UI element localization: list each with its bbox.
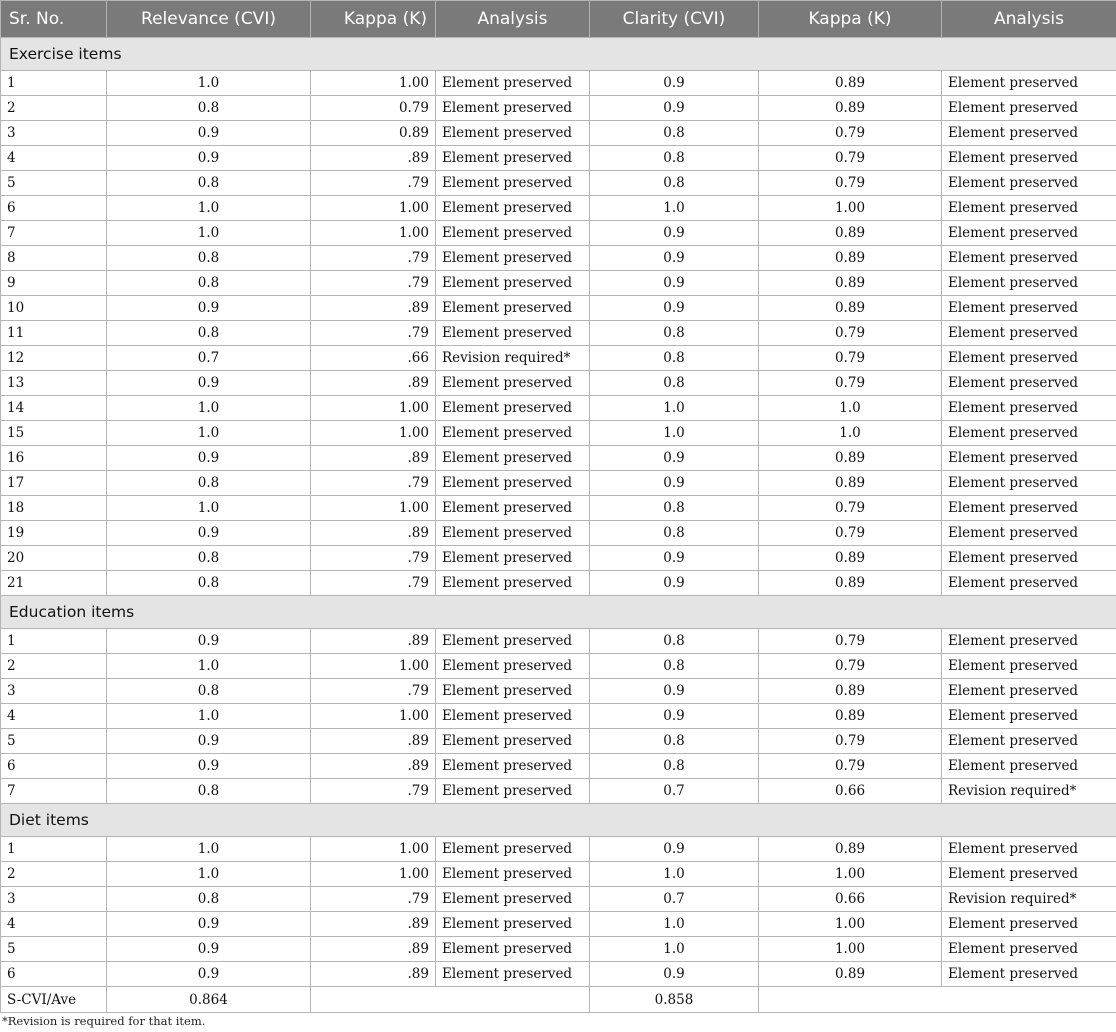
cell-kappa-relevance: .89: [311, 754, 436, 779]
table-row: [1, 837, 1116, 862]
cell-clarity-cvi: 0.8: [590, 654, 759, 679]
cell-kappa-clarity: 0.79: [759, 629, 942, 654]
table-row: [1, 246, 1116, 271]
cell-analysis-clarity: Element preserved: [942, 679, 1116, 704]
cell-clarity-cvi: 0.8: [590, 321, 759, 346]
cell-sr-no: 7: [1, 221, 107, 246]
cell-sr-no: 10: [1, 296, 107, 321]
cell-relevance-cvi: 1.0: [107, 421, 311, 446]
cell-kappa-relevance: .89: [311, 962, 436, 987]
cell-kappa-clarity: 0.89: [759, 679, 942, 704]
table-row: [1, 704, 1116, 729]
cell-analysis-relevance: Element preserved: [436, 296, 590, 321]
cell-analysis-clarity: Revision required*: [942, 887, 1116, 912]
cell-analysis-clarity: Element preserved: [942, 246, 1116, 271]
table-row: [1, 571, 1116, 596]
cell-sr-no: 2: [1, 654, 107, 679]
cell-kappa-relevance: 1.00: [311, 862, 436, 887]
cell-kappa-relevance: 1.00: [311, 837, 436, 862]
table-row: [1, 912, 1116, 937]
table-row: [1, 754, 1116, 779]
table-row: [1, 221, 1116, 246]
cell-analysis-relevance: Element preserved: [436, 96, 590, 121]
cell-analysis-relevance: Element preserved: [436, 71, 590, 96]
cell-relevance-cvi: 0.8: [107, 321, 311, 346]
section-title: Exercise items: [1, 38, 1116, 71]
cell-sr-no: 5: [1, 729, 107, 754]
cell-sr-no: 17: [1, 471, 107, 496]
cell-analysis-relevance: Element preserved: [436, 837, 590, 862]
cell-analysis-relevance: Element preserved: [436, 421, 590, 446]
cell-sr-no: 20: [1, 546, 107, 571]
cell-kappa-clarity: 0.89: [759, 446, 942, 471]
cell-relevance-cvi: 1.0: [107, 396, 311, 421]
cell-analysis-clarity: Element preserved: [942, 704, 1116, 729]
cell-sr-no: 21: [1, 571, 107, 596]
cell-analysis-relevance: Element preserved: [436, 496, 590, 521]
cell-kappa-clarity: 1.00: [759, 937, 942, 962]
cell-sr-no: 15: [1, 421, 107, 446]
cell-kappa-clarity: 0.79: [759, 321, 942, 346]
summary-relevance-value: 0.864: [107, 987, 311, 1013]
cell-clarity-cvi: 0.9: [590, 246, 759, 271]
cell-analysis-relevance: Element preserved: [436, 521, 590, 546]
cell-analysis-clarity: Element preserved: [942, 446, 1116, 471]
cell-clarity-cvi: 0.9: [590, 296, 759, 321]
cell-relevance-cvi: 1.0: [107, 862, 311, 887]
table-row: [1, 346, 1116, 371]
cell-kappa-relevance: .89: [311, 912, 436, 937]
cell-analysis-relevance: Element preserved: [436, 729, 590, 754]
cell-kappa-clarity: 0.89: [759, 296, 942, 321]
cell-kappa-relevance: .89: [311, 371, 436, 396]
table-row: [1, 96, 1116, 121]
cell-analysis-clarity: Element preserved: [942, 196, 1116, 221]
cell-analysis-clarity: Element preserved: [942, 71, 1116, 96]
cell-relevance-cvi: 1.0: [107, 496, 311, 521]
cell-kappa-clarity: 0.79: [759, 654, 942, 679]
cell-relevance-cvi: 1.0: [107, 221, 311, 246]
cell-analysis-relevance: Element preserved: [436, 146, 590, 171]
section-title: Education items: [1, 596, 1116, 629]
cell-analysis-clarity: Element preserved: [942, 171, 1116, 196]
header-analysis-clarity: Analysis: [942, 1, 1116, 38]
cell-clarity-cvi: 0.8: [590, 496, 759, 521]
cell-analysis-relevance: Element preserved: [436, 779, 590, 804]
cell-kappa-relevance: .89: [311, 729, 436, 754]
table-row: [1, 496, 1116, 521]
table-row: [1, 446, 1116, 471]
summary-clarity-value: 0.858: [590, 987, 759, 1013]
summary-label: S-CVI/Ave: [1, 987, 107, 1013]
cell-analysis-clarity: Element preserved: [942, 146, 1116, 171]
cell-kappa-clarity: 0.79: [759, 754, 942, 779]
cell-clarity-cvi: 0.9: [590, 837, 759, 862]
cell-relevance-cvi: 0.8: [107, 96, 311, 121]
header-relevance-cvi: Relevance (CVI): [107, 1, 311, 38]
cell-clarity-cvi: 0.9: [590, 962, 759, 987]
cell-sr-no: 8: [1, 246, 107, 271]
table-header: [1, 1, 1116, 38]
cell-kappa-clarity: 0.79: [759, 496, 942, 521]
cell-relevance-cvi: 0.9: [107, 962, 311, 987]
table-row: [1, 421, 1116, 446]
table-row: [1, 296, 1116, 321]
cell-relevance-cvi: 0.8: [107, 246, 311, 271]
cell-analysis-relevance: Element preserved: [436, 962, 590, 987]
cell-relevance-cvi: 0.8: [107, 546, 311, 571]
summary-blank-1: [311, 987, 590, 1013]
cell-clarity-cvi: 0.9: [590, 96, 759, 121]
cell-sr-no: 6: [1, 962, 107, 987]
cell-sr-no: 3: [1, 121, 107, 146]
cell-kappa-clarity: 1.00: [759, 196, 942, 221]
cell-relevance-cvi: 0.9: [107, 296, 311, 321]
header-row: [1, 1, 1116, 38]
cell-kappa-relevance: .66: [311, 346, 436, 371]
cell-clarity-cvi: 0.7: [590, 779, 759, 804]
table-row: [1, 962, 1116, 987]
cell-kappa-relevance: 0.79: [311, 96, 436, 121]
cell-analysis-clarity: Element preserved: [942, 346, 1116, 371]
cell-analysis-clarity: Element preserved: [942, 221, 1116, 246]
cell-kappa-clarity: 0.66: [759, 887, 942, 912]
cell-analysis-relevance: Element preserved: [436, 221, 590, 246]
section-header-row: [1, 804, 1116, 837]
summary-row: [1, 987, 1116, 1013]
cell-kappa-relevance: .89: [311, 146, 436, 171]
cell-analysis-relevance: Element preserved: [436, 271, 590, 296]
cell-relevance-cvi: 0.9: [107, 912, 311, 937]
table-row: [1, 271, 1116, 296]
cell-analysis-relevance: Element preserved: [436, 679, 590, 704]
table-row: [1, 779, 1116, 804]
cell-relevance-cvi: 0.9: [107, 937, 311, 962]
cell-kappa-clarity: 0.89: [759, 962, 942, 987]
cell-kappa-clarity: 0.89: [759, 546, 942, 571]
cell-sr-no: 4: [1, 704, 107, 729]
cell-relevance-cvi: 0.8: [107, 571, 311, 596]
cell-kappa-relevance: .79: [311, 887, 436, 912]
cell-analysis-relevance: Element preserved: [436, 654, 590, 679]
cell-sr-no: 5: [1, 937, 107, 962]
cell-kappa-relevance: .79: [311, 271, 436, 296]
cell-kappa-relevance: 1.00: [311, 654, 436, 679]
cell-analysis-relevance: Element preserved: [436, 912, 590, 937]
cell-relevance-cvi: 0.9: [107, 754, 311, 779]
cell-clarity-cvi: 0.9: [590, 446, 759, 471]
cell-relevance-cvi: 1.0: [107, 71, 311, 96]
cell-clarity-cvi: 0.8: [590, 521, 759, 546]
cell-analysis-relevance: Element preserved: [436, 704, 590, 729]
cell-kappa-relevance: 1.00: [311, 421, 436, 446]
cell-sr-no: 16: [1, 446, 107, 471]
cell-relevance-cvi: 0.9: [107, 629, 311, 654]
cell-clarity-cvi: 0.9: [590, 71, 759, 96]
cell-analysis-clarity: Element preserved: [942, 371, 1116, 396]
cell-relevance-cvi: 1.0: [107, 654, 311, 679]
cell-relevance-cvi: 0.8: [107, 171, 311, 196]
cell-kappa-relevance: .89: [311, 937, 436, 962]
cell-sr-no: 11: [1, 321, 107, 346]
cell-analysis-clarity: Element preserved: [942, 96, 1116, 121]
cell-kappa-relevance: .79: [311, 571, 436, 596]
cell-clarity-cvi: 1.0: [590, 862, 759, 887]
cell-analysis-relevance: Revision required*: [436, 346, 590, 371]
cell-kappa-clarity: 0.79: [759, 171, 942, 196]
table-row: [1, 729, 1116, 754]
cell-analysis-relevance: Element preserved: [436, 196, 590, 221]
cell-relevance-cvi: 0.9: [107, 371, 311, 396]
cell-sr-no: 6: [1, 754, 107, 779]
cell-sr-no: 1: [1, 71, 107, 96]
cell-analysis-clarity: Element preserved: [942, 629, 1116, 654]
cell-clarity-cvi: 0.9: [590, 679, 759, 704]
cell-analysis-relevance: Element preserved: [436, 396, 590, 421]
cell-analysis-clarity: Element preserved: [942, 496, 1116, 521]
cell-relevance-cvi: 1.0: [107, 196, 311, 221]
table-row: [1, 371, 1116, 396]
cell-analysis-clarity: Element preserved: [942, 654, 1116, 679]
cell-sr-no: 4: [1, 912, 107, 937]
cell-clarity-cvi: 0.8: [590, 146, 759, 171]
cell-analysis-clarity: Element preserved: [942, 962, 1116, 987]
cell-analysis-clarity: Element preserved: [942, 471, 1116, 496]
cell-analysis-relevance: Element preserved: [436, 471, 590, 496]
table-row: [1, 121, 1116, 146]
table-row: [1, 862, 1116, 887]
table-row: [1, 196, 1116, 221]
cell-analysis-clarity: Element preserved: [942, 912, 1116, 937]
cell-relevance-cvi: 0.9: [107, 121, 311, 146]
cell-analysis-clarity: Element preserved: [942, 121, 1116, 146]
table-row: [1, 679, 1116, 704]
cell-sr-no: 2: [1, 862, 107, 887]
cell-clarity-cvi: 0.8: [590, 346, 759, 371]
cell-sr-no: 1: [1, 837, 107, 862]
cell-relevance-cvi: 0.9: [107, 446, 311, 471]
table-row: [1, 937, 1116, 962]
table-row: [1, 521, 1116, 546]
cell-kappa-clarity: 0.79: [759, 146, 942, 171]
table-row: [1, 321, 1116, 346]
table-row: [1, 471, 1116, 496]
cell-analysis-relevance: Element preserved: [436, 171, 590, 196]
cell-relevance-cvi: 0.9: [107, 521, 311, 546]
table-row: [1, 887, 1116, 912]
cell-analysis-clarity: Element preserved: [942, 571, 1116, 596]
cell-relevance-cvi: 1.0: [107, 837, 311, 862]
cell-analysis-relevance: Element preserved: [436, 321, 590, 346]
cell-kappa-relevance: 0.89: [311, 121, 436, 146]
cell-clarity-cvi: 1.0: [590, 421, 759, 446]
cell-kappa-relevance: .79: [311, 246, 436, 271]
cell-analysis-clarity: Element preserved: [942, 937, 1116, 962]
cell-kappa-relevance: 1.00: [311, 221, 436, 246]
cell-analysis-relevance: Element preserved: [436, 546, 590, 571]
cell-kappa-clarity: 1.0: [759, 396, 942, 421]
cell-kappa-clarity: 0.89: [759, 571, 942, 596]
cell-analysis-relevance: Element preserved: [436, 629, 590, 654]
table-row: [1, 71, 1116, 96]
cell-sr-no: 13: [1, 371, 107, 396]
cell-analysis-clarity: Element preserved: [942, 396, 1116, 421]
cell-relevance-cvi: 0.8: [107, 271, 311, 296]
cell-sr-no: 7: [1, 779, 107, 804]
cell-kappa-clarity: 0.79: [759, 121, 942, 146]
cell-relevance-cvi: 0.7: [107, 346, 311, 371]
cell-kappa-clarity: 0.79: [759, 371, 942, 396]
cell-relevance-cvi: 0.8: [107, 679, 311, 704]
cell-sr-no: 4: [1, 146, 107, 171]
cell-analysis-clarity: Element preserved: [942, 521, 1116, 546]
cell-kappa-clarity: 0.89: [759, 221, 942, 246]
table-row: [1, 171, 1116, 196]
cell-relevance-cvi: 0.8: [107, 471, 311, 496]
cell-analysis-clarity: Element preserved: [942, 862, 1116, 887]
cell-kappa-relevance: .79: [311, 471, 436, 496]
cell-sr-no: 3: [1, 679, 107, 704]
cell-kappa-relevance: .79: [311, 546, 436, 571]
table-row: [1, 654, 1116, 679]
cell-kappa-relevance: 1.00: [311, 704, 436, 729]
cell-analysis-relevance: Element preserved: [436, 246, 590, 271]
cell-relevance-cvi: 1.0: [107, 704, 311, 729]
cell-kappa-clarity: 1.00: [759, 912, 942, 937]
header-sr-no: Sr. No.: [1, 1, 107, 38]
cell-kappa-clarity: 0.89: [759, 271, 942, 296]
cell-analysis-clarity: Element preserved: [942, 421, 1116, 446]
cell-clarity-cvi: 0.8: [590, 121, 759, 146]
cell-kappa-clarity: 0.66: [759, 779, 942, 804]
cell-sr-no: 1: [1, 629, 107, 654]
cell-kappa-relevance: .89: [311, 446, 436, 471]
cell-analysis-clarity: Element preserved: [942, 754, 1116, 779]
summary-blank-2: [759, 987, 1116, 1013]
cell-kappa-relevance: .79: [311, 171, 436, 196]
cell-clarity-cvi: 0.9: [590, 704, 759, 729]
cell-sr-no: 14: [1, 396, 107, 421]
cell-analysis-clarity: Revision required*: [942, 779, 1116, 804]
cell-relevance-cvi: 0.9: [107, 729, 311, 754]
cell-clarity-cvi: 1.0: [590, 196, 759, 221]
cell-relevance-cvi: 0.8: [107, 779, 311, 804]
table-body: [1, 38, 1116, 1013]
cell-kappa-relevance: .79: [311, 679, 436, 704]
cell-kappa-relevance: .89: [311, 521, 436, 546]
cell-kappa-relevance: .89: [311, 296, 436, 321]
cell-kappa-relevance: 1.00: [311, 196, 436, 221]
cell-analysis-relevance: Element preserved: [436, 121, 590, 146]
table-row: [1, 629, 1116, 654]
section-title: Diet items: [1, 804, 1116, 837]
cell-kappa-clarity: 0.79: [759, 729, 942, 754]
cell-analysis-relevance: Element preserved: [436, 937, 590, 962]
cell-sr-no: 5: [1, 171, 107, 196]
cell-kappa-relevance: 1.00: [311, 71, 436, 96]
cell-kappa-clarity: 0.79: [759, 346, 942, 371]
section-header-row: [1, 38, 1116, 71]
cell-kappa-clarity: 1.00: [759, 862, 942, 887]
cell-clarity-cvi: 0.8: [590, 729, 759, 754]
cell-relevance-cvi: 0.8: [107, 887, 311, 912]
table-row: [1, 396, 1116, 421]
cell-analysis-relevance: Element preserved: [436, 371, 590, 396]
cell-analysis-clarity: Element preserved: [942, 729, 1116, 754]
cell-analysis-relevance: Element preserved: [436, 887, 590, 912]
cell-kappa-relevance: 1.00: [311, 396, 436, 421]
cell-kappa-clarity: 0.89: [759, 71, 942, 96]
cell-sr-no: 2: [1, 96, 107, 121]
cell-analysis-relevance: Element preserved: [436, 446, 590, 471]
cell-kappa-clarity: 0.89: [759, 704, 942, 729]
cell-kappa-clarity: 0.79: [759, 521, 942, 546]
cell-clarity-cvi: 0.9: [590, 571, 759, 596]
footnote: *Revision is required for that item.: [2, 1014, 206, 1028]
cell-kappa-clarity: 0.89: [759, 96, 942, 121]
cell-sr-no: 12: [1, 346, 107, 371]
cell-clarity-cvi: 0.9: [590, 221, 759, 246]
cell-relevance-cvi: 0.9: [107, 146, 311, 171]
cell-sr-no: 9: [1, 271, 107, 296]
cell-analysis-clarity: Element preserved: [942, 837, 1116, 862]
cell-analysis-relevance: Element preserved: [436, 754, 590, 779]
cell-clarity-cvi: 0.9: [590, 546, 759, 571]
cell-kappa-clarity: 0.89: [759, 837, 942, 862]
cell-kappa-relevance: .89: [311, 629, 436, 654]
cell-clarity-cvi: 0.9: [590, 471, 759, 496]
cell-kappa-relevance: 1.00: [311, 496, 436, 521]
cell-analysis-clarity: Element preserved: [942, 271, 1116, 296]
cell-analysis-relevance: Element preserved: [436, 571, 590, 596]
cell-clarity-cvi: 0.9: [590, 271, 759, 296]
cell-kappa-clarity: 0.89: [759, 246, 942, 271]
cell-clarity-cvi: 0.8: [590, 371, 759, 396]
cell-kappa-clarity: 1.0: [759, 421, 942, 446]
cell-analysis-clarity: Element preserved: [942, 296, 1116, 321]
header-kappa-relevance: Kappa (K): [311, 1, 436, 38]
cell-clarity-cvi: 1.0: [590, 937, 759, 962]
cell-sr-no: 19: [1, 521, 107, 546]
table-row: [1, 546, 1116, 571]
section-header-row: [1, 596, 1116, 629]
header-analysis-relevance: Analysis: [436, 1, 590, 38]
cell-sr-no: 3: [1, 887, 107, 912]
cell-kappa-relevance: .79: [311, 779, 436, 804]
cell-kappa-clarity: 0.89: [759, 471, 942, 496]
table-row: [1, 146, 1116, 171]
cell-clarity-cvi: 0.8: [590, 171, 759, 196]
cell-analysis-relevance: Element preserved: [436, 862, 590, 887]
cell-sr-no: 6: [1, 196, 107, 221]
cell-clarity-cvi: 1.0: [590, 912, 759, 937]
cell-analysis-clarity: Element preserved: [942, 321, 1116, 346]
header-kappa-clarity: Kappa (K): [759, 1, 942, 38]
cell-analysis-clarity: Element preserved: [942, 546, 1116, 571]
cell-sr-no: 18: [1, 496, 107, 521]
cell-clarity-cvi: 0.8: [590, 629, 759, 654]
header-clarity-cvi: Clarity (CVI): [590, 1, 759, 38]
cell-clarity-cvi: 0.8: [590, 754, 759, 779]
cell-kappa-relevance: .79: [311, 321, 436, 346]
cell-clarity-cvi: 1.0: [590, 396, 759, 421]
cell-clarity-cvi: 0.7: [590, 887, 759, 912]
